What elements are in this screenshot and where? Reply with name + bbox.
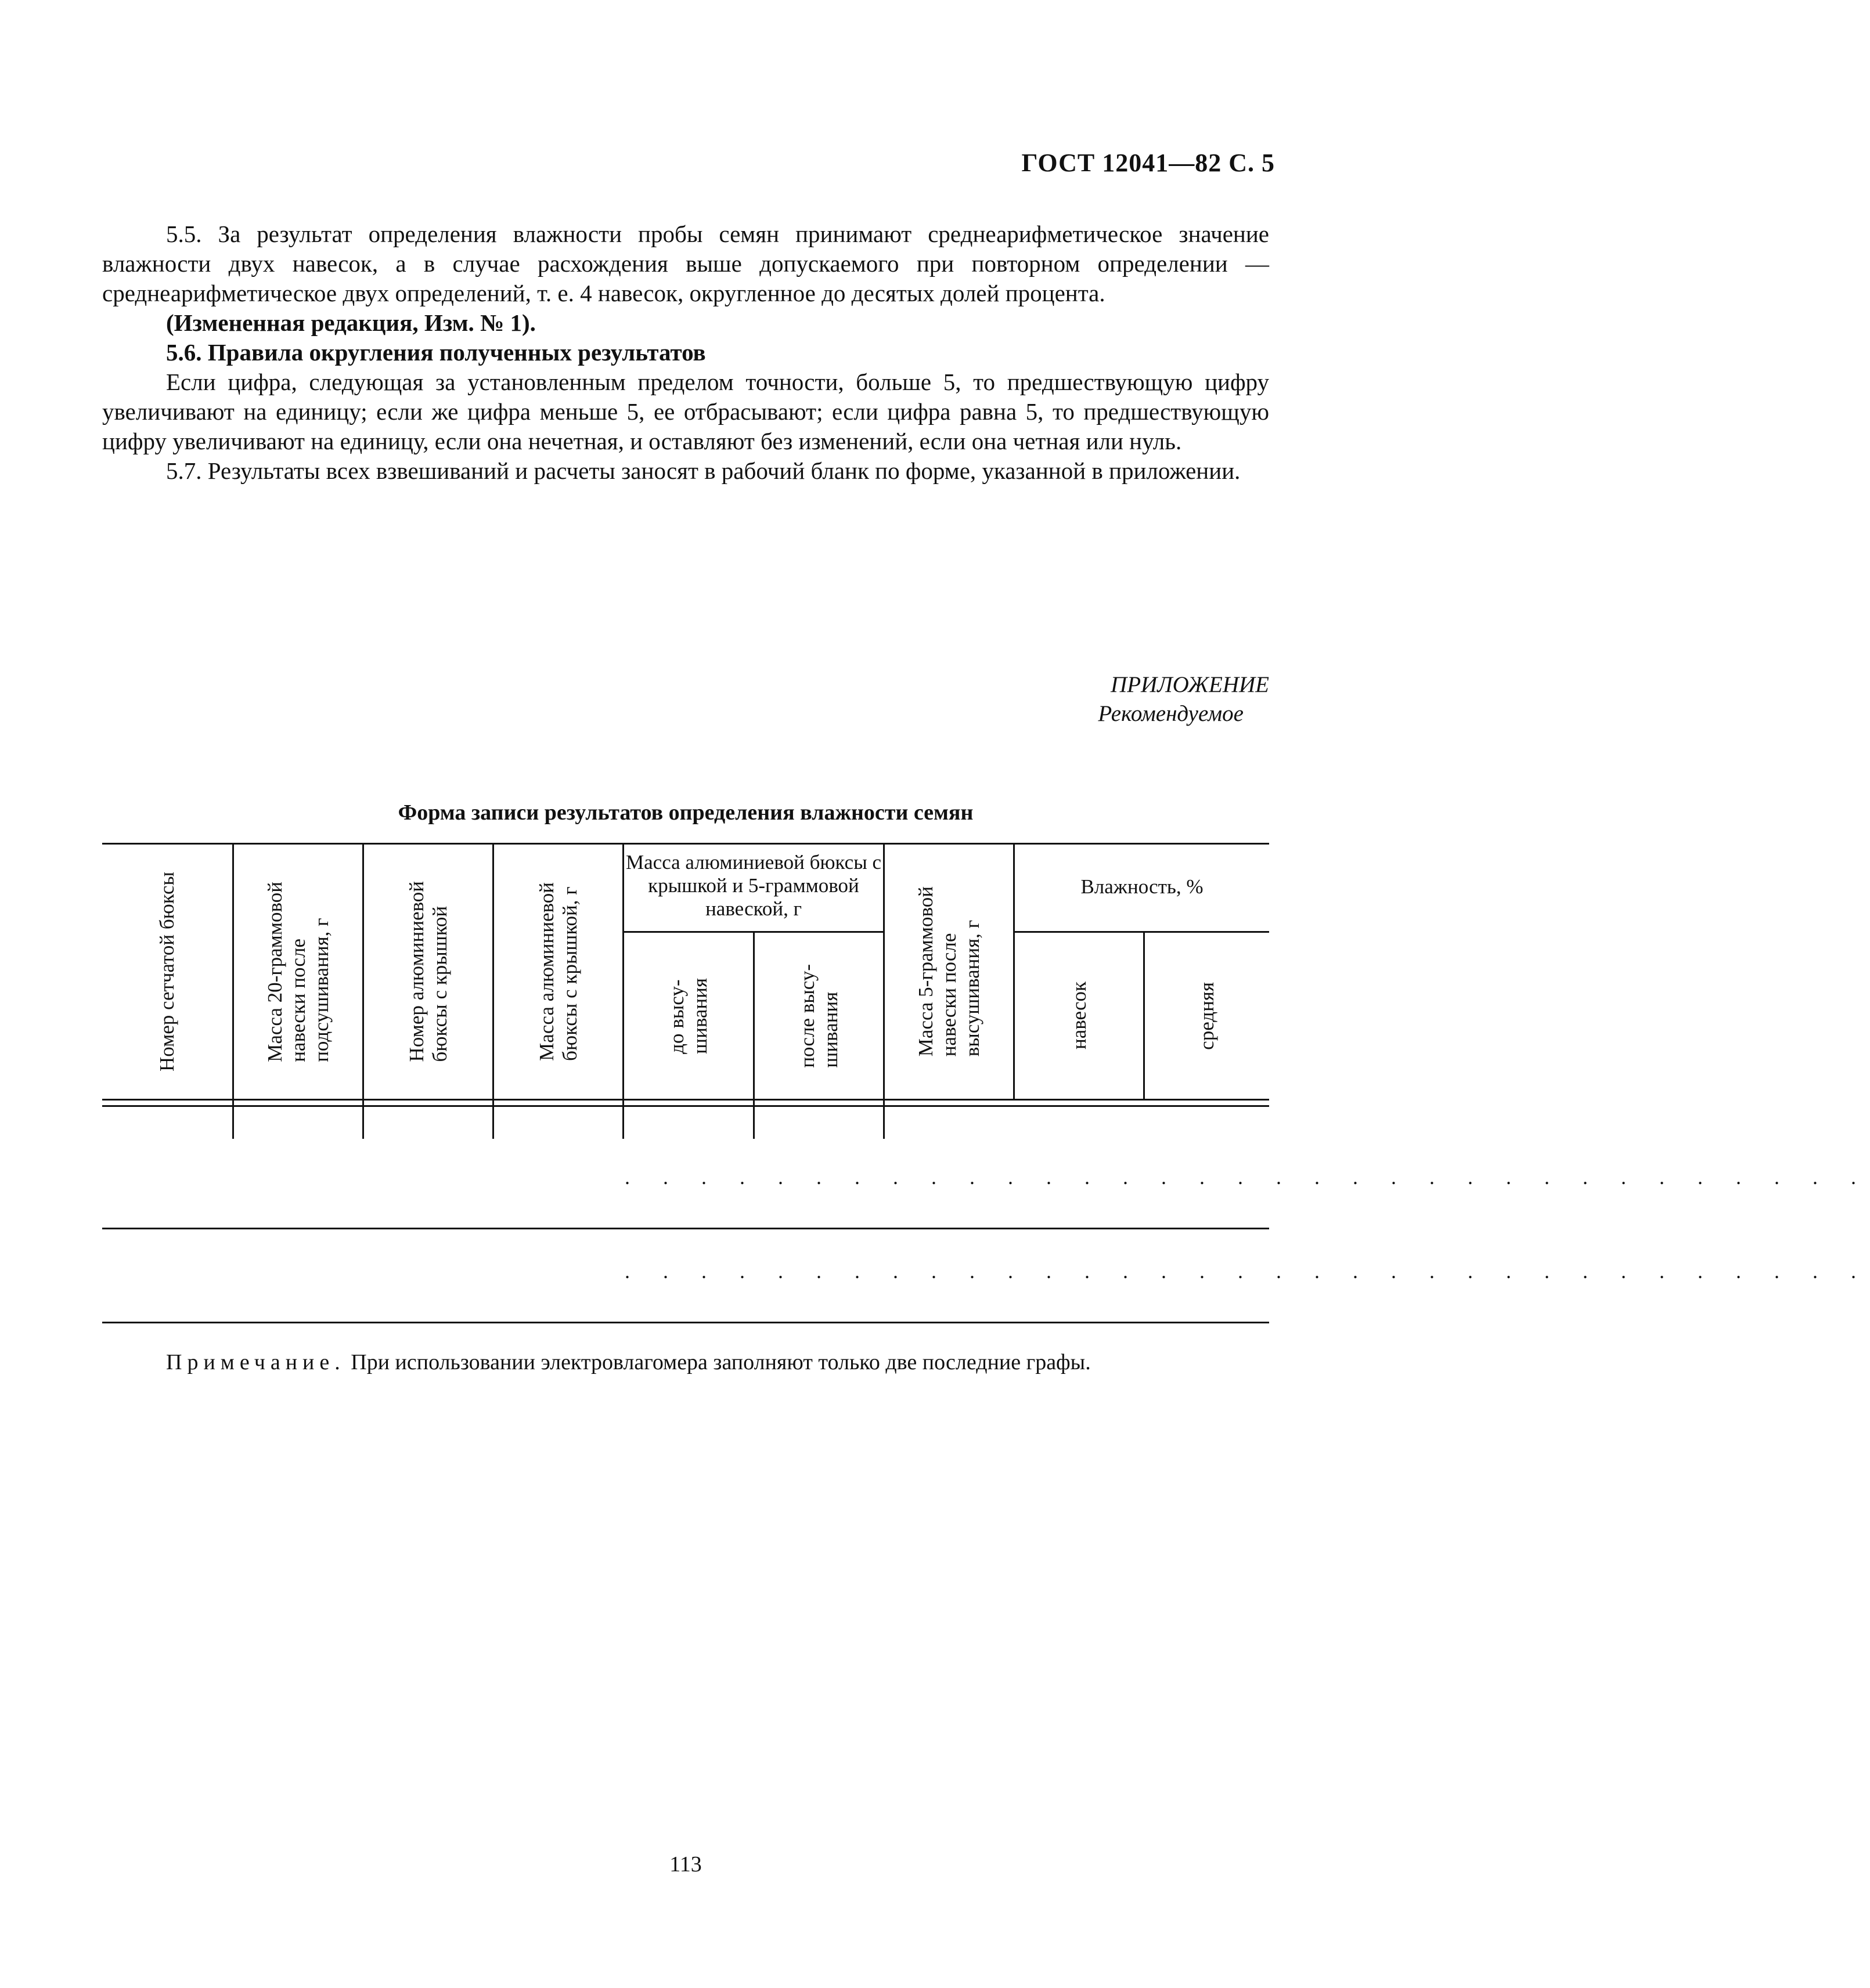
header-bottom-rule-2 — [102, 1105, 1269, 1107]
col-header-sieve-box-number: Номер сетчатой бюксы — [156, 871, 178, 1072]
header-bottom-rule-1 — [102, 1099, 1269, 1101]
paragraph-5-7: 5.7. Результаты всех взвешиваний и расчеты заносят в рабочий бланк по форме, указанной в приложении. — [166, 457, 1241, 484]
moisture-group-rule — [1013, 931, 1269, 933]
col-header-average: средняя — [1195, 982, 1218, 1050]
col-header-aluminum-box-number: Номер алюминиевой бюксы с крышкой — [405, 881, 451, 1062]
paragraph-5-6-title: 5.6. Правила округления полученных результатов — [166, 339, 706, 366]
col-header-after-drying: после высу- шивания — [795, 964, 842, 1068]
group-header-moisture: Влажность, % — [1080, 875, 1204, 898]
amendment-note: (Измененная редакция, Изм. № 1). — [166, 309, 536, 336]
appendix-block — [1098, 670, 1269, 728]
col-header-aluminum-box-mass: Масса алюминиевой бюксы с крышкой, г — [535, 882, 581, 1061]
table-note — [166, 1350, 1091, 1375]
note-text: При использовании электровлагомера заполняют только две последние графы. — [351, 1350, 1091, 1374]
col-header-mass-5g-dried: Масса 5-граммовой навески после высушивания, г — [914, 886, 983, 1057]
note-label: Примечание. — [166, 1350, 345, 1374]
dotted-line: . . . . . . . . . . . . . . . . . . . . . . . . . . . . . . . . . — [625, 1166, 1870, 1189]
results-form-table — [102, 843, 1870, 1325]
section-5-text — [102, 219, 1269, 486]
appendix-label: ПРИЛОЖЕНИЕ — [1111, 672, 1269, 697]
paragraph-5-6-text: Если цифра, следующая за установленным пределом точности, больше 5, то предшествующую цифру увеличивают на единицу; если же цифра меньше 5, ее отбрасывают; если цифра равна 5, то предшествующую цифру увеличивают на единицу, если она нечетная, и оставляют без изменений, если она четная или нуль. — [102, 369, 1269, 454]
col-header-mass-20g: Масса 20-граммовой навески после подсушивания, г — [263, 881, 333, 1062]
page-number: 113 — [669, 1852, 702, 1877]
group-header-mass-with-sample: Масса алюминиевой бюксы с крышкой и 5-граммовой навеской, г — [626, 851, 881, 920]
col-header-samples: навесок — [1067, 982, 1090, 1050]
table-bottom-rule — [102, 1322, 1269, 1323]
table-top-rule — [102, 843, 1269, 845]
dotted-line: . . . . . . . . . . . . . . . . . . . . . . . . . . . . . . . . . — [625, 1260, 1870, 1283]
page-header: ГОСТ 12041—82 С. 5 — [1021, 149, 1275, 177]
appendix-type: Рекомендуемое — [1098, 701, 1244, 726]
table-middle-rule — [102, 1228, 1269, 1229]
paragraph-5-5: 5.5. За результат определения влажности пробы семян принимают среднеарифметическое значение влажности двух навесок, а в случае расхождения выше допускаемого при повторном определении — среднеарифметическое двух определений, т. е. 4 навесок, округленное до десятых долей процента. — [102, 221, 1269, 306]
col-header-before-drying: до высу- шивания — [665, 977, 711, 1054]
form-title: Форма записи результатов определения влажности семян — [398, 800, 974, 825]
